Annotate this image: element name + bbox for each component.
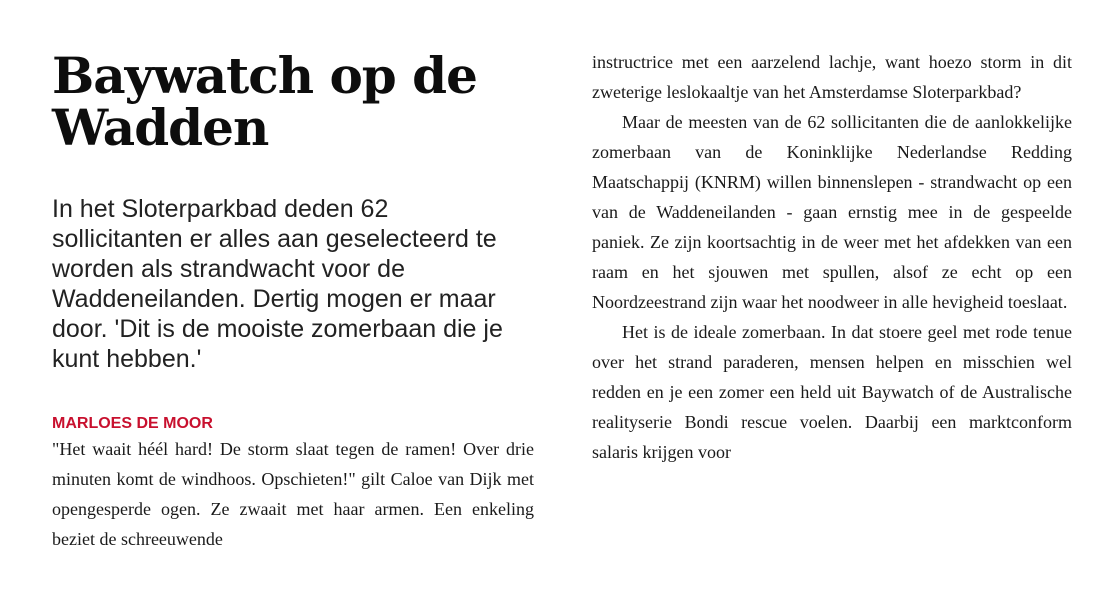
body-paragraph-1: "Het waait héél hard! De storm slaat tegen de ramen! Over drie minuten komt de windhoos. Opschieten!" gilt Caloe van Dijk met opengesperde ogen. Ze zwaait met haar armen. Een enkeling beziet de schreeuwende	[52, 439, 534, 549]
article-headline: Baywatch op de Wadden	[52, 46, 477, 157]
right-column	[592, 50, 1072, 467]
body-paragraph-2: Maar de meesten van de 62 sollicitanten die de aanlokkelijke zomerbaan van de Koninklijke Nederlandse Redding Maatschappij (KNRM) willen binnenslepen - strandwacht op een van de Waddeneilanden - gaan ernstig mee in de gespeelde paniek. Ze zijn koortsachtig in de weer met het afdekken van een raam en het sjouwen met spullen, alsof ze echt op een Noordzeestrand zijn waar het noodweer in alle hevigheid toeslaat.	[592, 112, 1072, 312]
left-column	[52, 46, 534, 554]
article-lead: In het Sloterparkbad deden 62 sollicitanten er alles aan geselecteerd te worden als strandwacht voor de Waddeneilanden. Dertig mogen er maar door. 'Dit is de mooiste zomerbaan die je kunt hebben.'	[52, 195, 503, 373]
body-paragraph-3: Het is de ideale zomerbaan. In dat stoere geel met rode tenue over het strand paraderen, mensen helpen en misschien wel redden en je een zomer een held uit Baywatch of de Australische realityserie Bondi rescue voelen. Daarbij een marktconform salaris krijgen voor	[592, 322, 1072, 462]
author-byline: MARLOES DE MOOR	[52, 415, 213, 432]
body-paragraph-continued: instructrice met een aarzelend lachje, want hoezo storm in dit zweterige leslokaaltje van het Amsterdamse Sloterparkbad?	[592, 52, 1072, 102]
